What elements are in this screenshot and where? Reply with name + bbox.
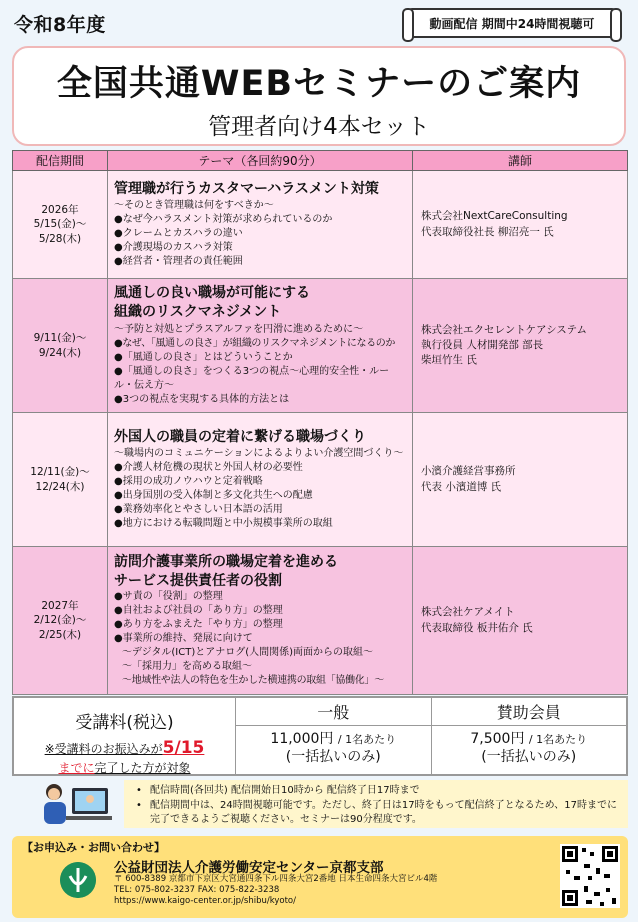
note-item: • 配信時間(各回共) 配信開始日10時から 配信終了日17時まで [132, 784, 620, 799]
period-line: 9/11(金)〜 [33, 332, 87, 345]
contact-url[interactable]: https://www.kaigo-center.or.jp/shibu/kyoto/ [114, 896, 296, 907]
table-row [13, 547, 628, 695]
theme-subtitle: 〜職場内のコミュニケーションによるよりよい介護空間づくり〜 [114, 448, 404, 460]
person-at-laptop-icon [32, 780, 116, 830]
table-header-row [13, 151, 628, 171]
bullet-item: 〜「採用力」を高める取組〜 [122, 661, 252, 673]
bullet-item: ●介護人材危機の現状と外国人材の必要性 [114, 462, 303, 474]
fiscal-year: 令和8年度 [14, 14, 106, 36]
contact-heading: 【お申込み・お問い合わせ】 [22, 841, 165, 854]
fee-member-note: (一括払いのみ) [481, 748, 577, 765]
theme-bullets [114, 337, 406, 407]
bullet-item: ●地方における転職問題と中小規模事業所の取組 [114, 518, 333, 530]
fee-note-date: 5/15 [162, 738, 205, 758]
column-header-theme: テーマ（各回約90分） [108, 151, 413, 171]
qr-code-icon[interactable] [560, 844, 620, 908]
table-row [13, 279, 628, 413]
table-row [13, 171, 628, 279]
period-line: 2/25(木) [38, 628, 82, 641]
theme-subtitle: 〜そのとき管理職は何をすべきか〜 [114, 200, 274, 212]
theme-title: 管理職が行うカスタマーハラスメント対策 [114, 180, 379, 197]
fee-label: 受講料(税込) [75, 713, 174, 733]
bullet-item: 〜デジタル(ICT)とアナログ(人間関係)両面からの取組〜 [122, 647, 374, 659]
streaming-badge-text: 動画配信 期間中24時間視聴可 [429, 16, 595, 31]
lecturer-cell [413, 413, 628, 547]
lecturer-line: 株式会社ケアメイト [421, 606, 515, 619]
fee-general-note: (一括払いのみ) [285, 748, 381, 765]
theme-bullets [114, 461, 406, 531]
bullet-item: ●なぜ、「風通しの良さ」が組織のリスクマネジメントになるのか [114, 337, 395, 349]
organization-name: 公益財団法人介護労働安定センター京都支部 [114, 860, 384, 876]
bullet-item: ●クレームとカスハラの違い [114, 228, 243, 240]
contact-address: 〒 600-8389 京都市下京区大宮通四条下ル四条大宮2番地 日本生命四条大宮ビル4階 [114, 874, 438, 884]
bullet-item: 〜地域性や法人の特色を生かした横連携の取組「協働化」〜 [122, 675, 384, 687]
fee-note [14, 737, 235, 776]
theme-title: 訪問介護事業所の職場定着を進める [114, 553, 338, 570]
theme-bullets [114, 590, 406, 688]
seminar-schedule-table [12, 150, 628, 695]
theme-title: サービス提供責任者の役割 [114, 572, 282, 589]
lecturer-cell [413, 547, 628, 695]
fee-note-pre: ※受講料のお振込みが [44, 742, 163, 756]
title-box [12, 46, 626, 146]
bullet-item: ●「風通しの良さ」とはどういうことか [114, 351, 293, 363]
lecturer-line: 代表 小濱道博 氏 [421, 480, 502, 493]
lecturer-cell [413, 279, 628, 413]
lecturer-line: 株式会社エクセレントケアシステム [421, 323, 588, 336]
fee-member-head: 賛助会員 [432, 698, 627, 726]
theme-cell [108, 413, 413, 547]
theme-title: 外国人の職員の定着に繋げる職場づくり [114, 428, 366, 445]
bullet-item: ●介護現場のカスハラ対策 [114, 242, 233, 254]
period-cell [13, 413, 108, 547]
fee-general-unit: / 1名あたり [337, 733, 397, 746]
fee-label-col [14, 698, 236, 774]
period-line: 12/24(木) [35, 480, 85, 493]
lecturer-line: 執行役員 人材開発部 部長 [421, 338, 544, 351]
theme-bullets [114, 213, 406, 269]
contact-box [12, 836, 628, 918]
bullet-item: ●自社および社員の「あり方」の整理 [114, 605, 283, 617]
period-line: 9/24(木) [38, 346, 82, 359]
fee-box [12, 696, 628, 776]
fee-note-mid: までに [58, 760, 95, 775]
column-header-period: 配信期間 [13, 151, 108, 171]
lecturer-line: 代表取締役社長 柳沼亮一 氏 [421, 225, 554, 238]
lecturer-line: 小濱介護経営事務所 [421, 465, 516, 478]
fee-general-price-block [236, 726, 431, 766]
bullet-item: ●経営者・管理者の責任範囲 [114, 256, 243, 268]
bullet-item: ●あり方をふまえた「やり方」の整理 [114, 619, 283, 631]
note-item: • 配信期間中は、24時間視聴可能です。ただし、終了日は17時をもって配信終了となるため、17時までに完了できるようご視聴ください。セミナーは90分程度です。 [132, 799, 620, 828]
contact-phone: TEL: 075-802-3237 FAX: 075-822-3238 [114, 885, 280, 896]
bullet-item: ●出身国別の受入体制と多文化共生への配慮 [114, 490, 313, 502]
fee-general-head: 一般 [236, 698, 431, 726]
theme-title: 組織のリスクマネジメント [114, 304, 282, 320]
lecturer-cell [413, 171, 628, 279]
bullet-item: ●なぜ今ハラスメント対策が求められているのか [114, 214, 333, 226]
fee-member-price-block [432, 726, 627, 766]
lecturer-line: 柴垣竹生 氏 [421, 354, 477, 367]
theme-cell [108, 279, 413, 413]
period-line: 5/15(金)〜 [33, 218, 87, 231]
fee-general-price: 11,000円 [270, 731, 334, 747]
notes-box [124, 780, 628, 828]
organization-logo-icon [60, 862, 96, 898]
period-line: 2027年 [41, 600, 79, 613]
lecturer-line: 株式会社NextCareConsulting [421, 210, 568, 223]
bullet-item: ●事業所の維持、発展に向けて [114, 633, 253, 645]
period-line: 5/28(木) [38, 232, 82, 245]
theme-cell [108, 547, 413, 695]
column-header-lecturer: 講師 [413, 151, 628, 171]
theme-title: 風通しの良い職場が可能にする [114, 285, 310, 302]
period-cell [13, 547, 108, 695]
fee-general-col [236, 698, 432, 774]
page-title: 全国共通WEBセミナーのご案内 [56, 64, 582, 104]
lecturer-line: 代表取締役 板井佑介 氏 [421, 621, 533, 634]
period-cell [13, 171, 108, 279]
bullet-item: ●業務効率化とやさしい日本語の活用 [114, 504, 283, 516]
fee-member-price: 7,500円 [470, 731, 525, 747]
fee-note-post: 完了した方が対象 [94, 760, 191, 775]
table-row [13, 413, 628, 547]
period-line: 2026年 [41, 204, 79, 217]
fee-member-unit: / 1名あたり [528, 733, 588, 746]
fee-member-col [432, 698, 627, 774]
streaming-badge [408, 8, 616, 38]
notes-area [12, 780, 628, 830]
period-line: 2/12(金)〜 [33, 614, 87, 627]
period-cell [13, 279, 108, 413]
period-line: 12/11(金)〜 [30, 466, 90, 479]
theme-cell [108, 171, 413, 279]
bullet-item: ●3つの視点を実現する具体的方法とは [114, 393, 290, 405]
bullet-item: ●採用の成功ノウハウと定着戦略 [114, 476, 263, 488]
contact-details [114, 874, 437, 907]
theme-subtitle: 〜予防と対処とプラスアルファを円滑に進めるために〜 [114, 323, 364, 335]
page-subtitle: 管理者向け4本セット [208, 114, 430, 140]
bullet-item: ●「風通しの良さ」をつくる3つの視点〜心理的安全性・ルール・伝え方〜 [114, 365, 390, 391]
bullet-item: ●サ責の「役割」の整理 [114, 591, 223, 603]
